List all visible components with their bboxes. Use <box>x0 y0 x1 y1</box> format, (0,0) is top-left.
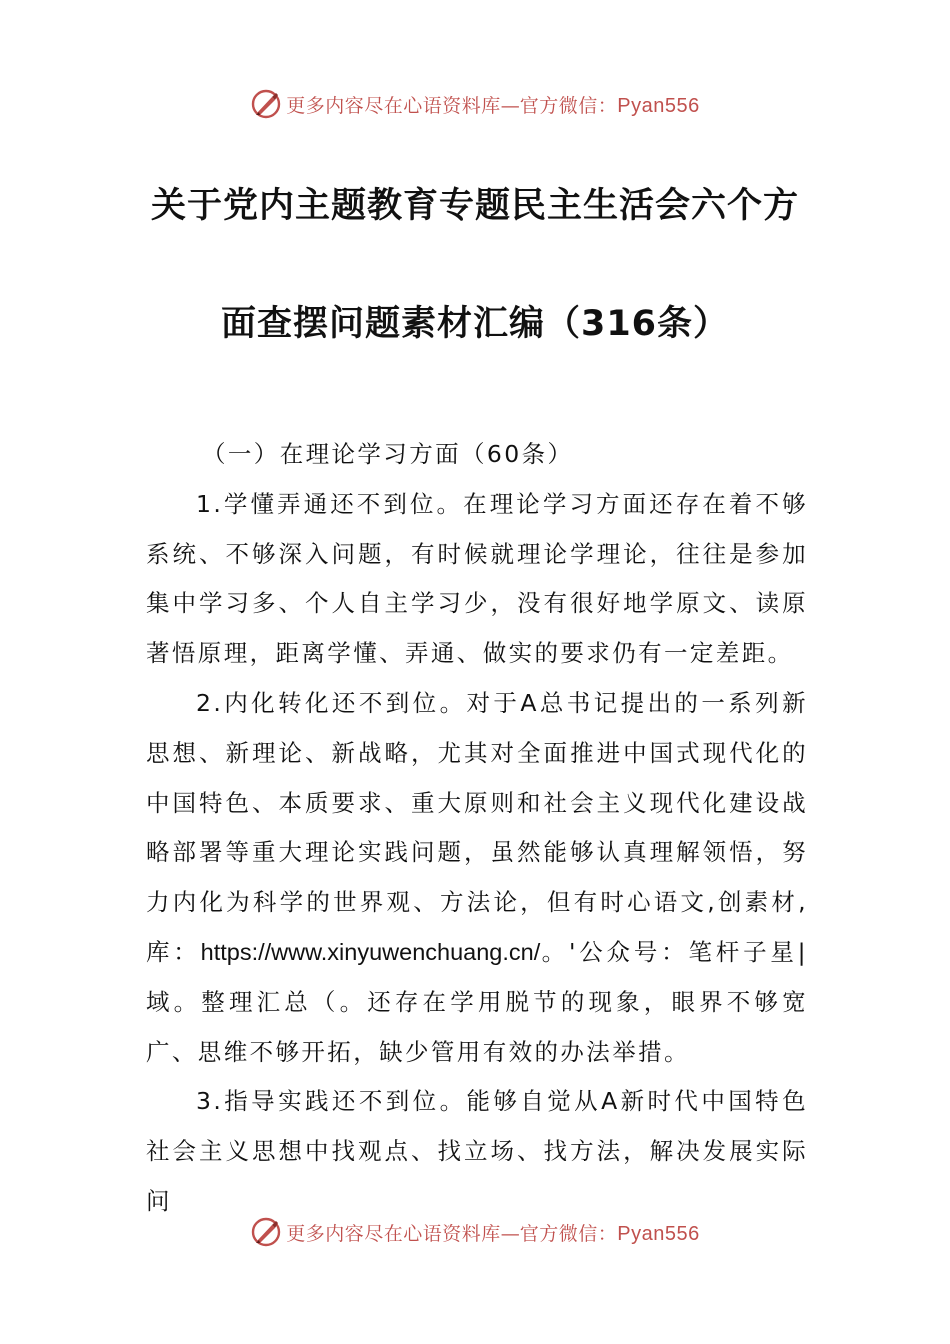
watermark-wechat-id: Pyan556 <box>617 1222 700 1245</box>
header-watermark <box>0 84 950 124</box>
paragraph-2-text-a: 2.内化转化还不到位。对于A总书记提出的一系列新思想、新理论、新战略，尤其对全面推进中国式现代化的中国特色、本质要求、重大原则和社会主义现代化建设战略部署等重大理论实践问题，虽然能够认真理解领悟，努力内化为科学的世界观、方法论，但有时心语文,创素材,库： <box>146 688 808 966</box>
watermark-wechat-id: Pyan556 <box>617 94 700 117</box>
pen-circle-logo-icon <box>250 88 282 120</box>
document-body <box>146 430 808 1227</box>
watermark-site-text: 更多内容尽在心语资料库 <box>286 94 501 117</box>
section-heading: （一）在理论学习方面（60条） <box>202 440 574 468</box>
document-title-line-2: 面查摆问题素材汇编（316条） <box>220 304 730 344</box>
pen-circle-logo-icon <box>250 1216 282 1248</box>
paragraph-1: 1.学懂弄通还不到位。在理论学习方面还存在着不够系统、不够深入问题，有时候就理论学理论，往往是参加集中学习多、个人自主学习少，没有很好地学原文、读原著悟原理，距离学懂、弄通、做实的要求仍有一定差距。 <box>146 489 808 668</box>
watermark-separator: — <box>500 94 520 117</box>
watermark-site-text: 更多内容尽在心语资料库 <box>286 1222 501 1245</box>
watermark-wechat-label: 官方微信： <box>519 94 618 117</box>
footer-watermark <box>0 1212 950 1252</box>
watermark-wechat-label: 官方微信： <box>519 1222 618 1245</box>
paragraph-2-url: https://www.xinyuwenchuang.cn/ <box>200 938 541 965</box>
paragraph-2-text-b: 。'公众号：笔杆子星|域。整理汇总（。还存在学用脱节的现象，眼界不够宽广、思维不够开拓，缺少管用有效的办法举措。 <box>146 937 808 1066</box>
watermark-separator: — <box>500 1222 520 1245</box>
paragraph-2 <box>146 679 808 1077</box>
paragraph-3: 3.指导实践还不到位。能够自觉从A新时代中国特色社会主义思想中找观点、找立场、找方法，解决发展实际问 <box>146 1087 808 1215</box>
document-title-line-1: 关于党内主题教育专题民主生活会六个方 <box>150 186 799 226</box>
